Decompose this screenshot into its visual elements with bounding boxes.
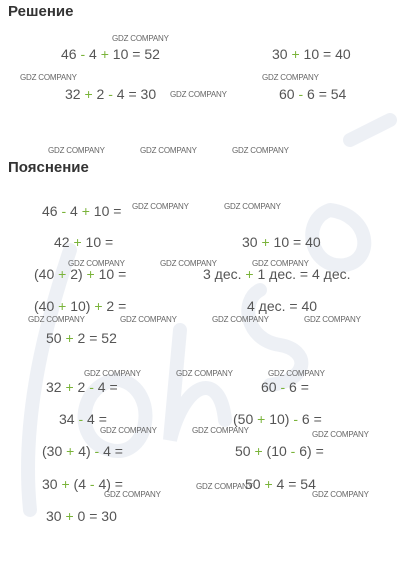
heading-explanation: Пояснение xyxy=(8,159,89,176)
watermark-label: GDZ COMPANY xyxy=(100,426,157,435)
equation: 3 дес. + 1 дес. = 4 дес. xyxy=(203,266,351,282)
watermark-label: GDZ COMPANY xyxy=(28,315,85,324)
equation: 50 + 4 = 54 xyxy=(245,476,316,492)
equation: (40 + 2) + 10 = xyxy=(34,266,127,282)
watermark-label: GDZ COMPANY xyxy=(212,315,269,324)
watermark-label: GDZ COMPANY xyxy=(112,34,169,43)
watermark-label: GDZ COMPANY xyxy=(68,259,125,268)
equation: 42 + 10 = xyxy=(54,234,114,250)
equation: 46 - 4 + 10 = xyxy=(42,203,122,219)
equation: 30 + (4 - 4) = xyxy=(42,476,123,492)
watermark-label: GDZ COMPANY xyxy=(304,315,361,324)
watermark-label: GDZ COMPANY xyxy=(176,369,233,378)
watermark-label: GDZ COMPANY xyxy=(120,315,177,324)
watermark-label: GDZ COMPANY xyxy=(268,369,325,378)
watermark-label: GDZ COMPANY xyxy=(196,482,253,491)
watermark-label: GDZ COMPANY xyxy=(224,202,281,211)
watermark-label: GDZ COMPANY xyxy=(262,73,319,82)
equation: (50 + 10) - 6 = xyxy=(233,411,322,427)
equation: 46 - 4 + 10 = 52 xyxy=(61,46,160,62)
watermark-label: GDZ COMPANY xyxy=(170,90,227,99)
watermark-label: GDZ COMPANY xyxy=(140,146,197,155)
equation: 60 - 6 = 54 xyxy=(279,86,347,102)
equation: 32 + 2 - 4 = 30 xyxy=(65,86,157,102)
equation: 30 + 10 = 40 xyxy=(242,234,321,250)
equation: (30 + 4) - 4 = xyxy=(42,443,123,459)
equation: 50 + (10 - 6) = xyxy=(235,443,324,459)
watermark-label: GDZ COMPANY xyxy=(312,490,369,499)
equation: 34 - 4 = xyxy=(59,411,107,427)
watermark-label: GDZ COMPANY xyxy=(84,369,141,378)
equation: 30 + 10 = 40 xyxy=(272,46,351,62)
watermark-label: GDZ COMPANY xyxy=(20,73,77,82)
watermark-label: GDZ COMPANY xyxy=(104,490,161,499)
equation: 30 + 0 = 30 xyxy=(46,508,117,524)
equation: 4 дес. = 40 xyxy=(247,298,318,314)
watermark-label: GDZ COMPANY xyxy=(312,430,369,439)
equation: 60 - 6 = xyxy=(261,379,309,395)
watermark-label: GDZ COMPANY xyxy=(132,202,189,211)
watermark-label: GDZ COMPANY xyxy=(160,259,217,268)
equation: 50 + 2 = 52 xyxy=(46,330,117,346)
watermark-label: GDZ COMPANY xyxy=(232,146,289,155)
watermark-label: GDZ COMPANY xyxy=(252,259,309,268)
equation: 32 + 2 - 4 = xyxy=(46,379,118,395)
watermark-label: GDZ COMPANY xyxy=(48,146,105,155)
heading-solution: Решение xyxy=(8,3,74,20)
watermark-label: GDZ COMPANY xyxy=(192,426,249,435)
equation: (40 + 10) + 2 = xyxy=(34,298,127,314)
